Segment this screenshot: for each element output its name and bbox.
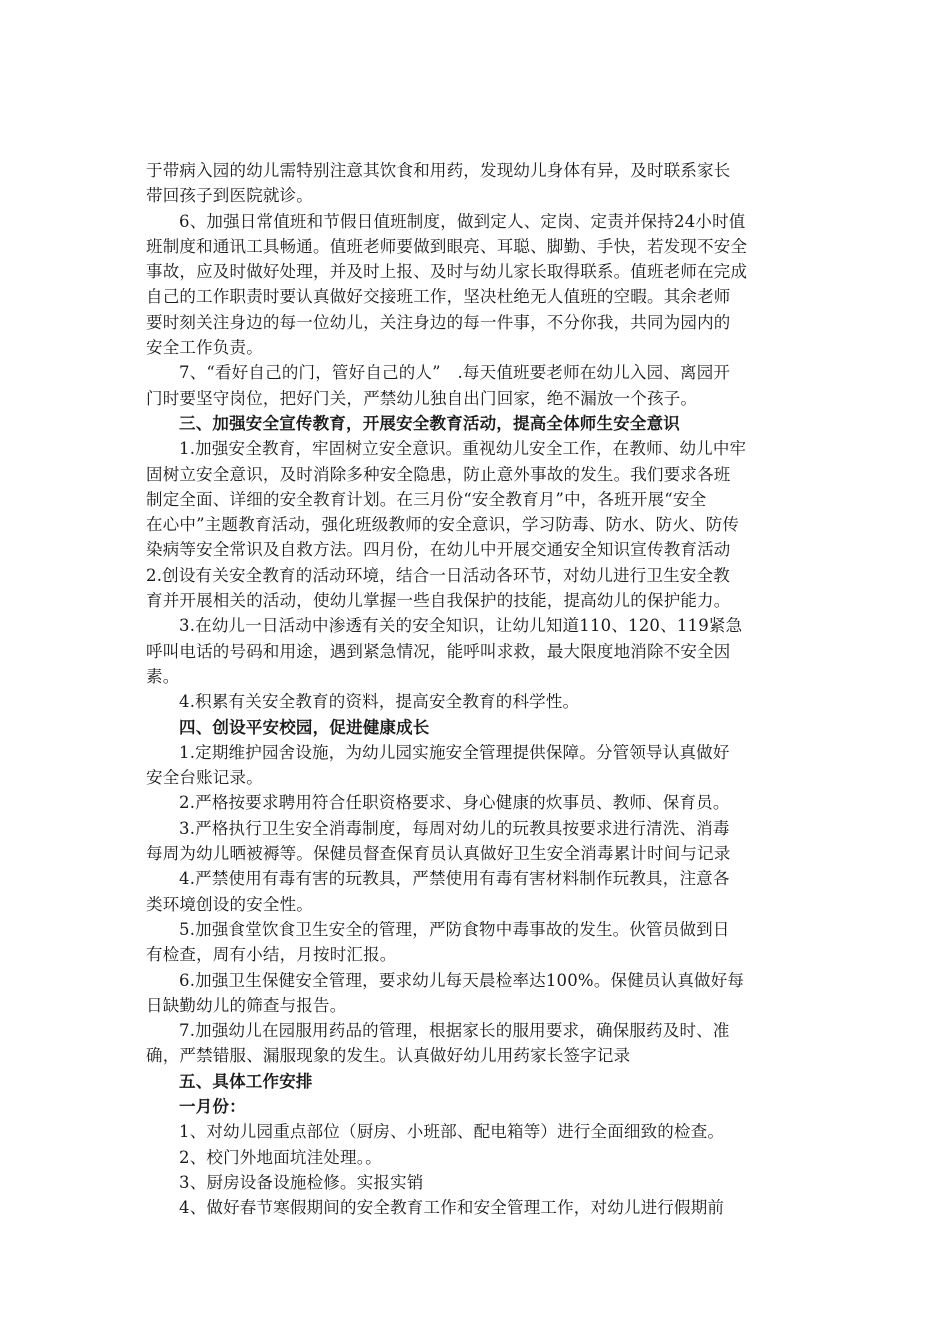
- text-line: 班制度和通讯工具畅通。值班老师要做到眼亮、耳聪、脚勤、手快，若发现不安全: [146, 236, 748, 256]
- text-line: 事故，应及时做好处理，并及时上报、及时与幼儿家长取得联系。值班老师在完成: [146, 262, 748, 282]
- text-line: 于带病入园的幼儿需特别注意其饮食和用药，发现幼儿身体有异，及时联系家长: [146, 161, 731, 180]
- section-heading: 五、具体工作安排: [179, 1071, 313, 1091]
- text-line: 1、对幼儿园重点部位（厨房、小班部、配电箱等）进行全面细致的检查。: [179, 1122, 725, 1142]
- text-line: 素。: [146, 666, 180, 686]
- text-line: 2.创设有关安全教育的活动环境，结合一日活动各环节，对幼儿进行卫生安全教: [146, 565, 730, 585]
- section-heading: 三、加强安全宣传教育，开展安全教育活动，提高全体师生安全意识: [179, 413, 680, 433]
- text-line: 每周为幼儿晒被褥等。保健员督查保育员认真做好卫生安全消毒累计时间与记录: [146, 844, 731, 864]
- text-line: 有检查，周有小结，月按时汇报。: [146, 945, 397, 965]
- text-line: 类环境创设的安全性。: [146, 894, 313, 914]
- text-line: 3、厨房设备设施检修。实报实销: [179, 1172, 424, 1192]
- text-line: 安全工作负责。: [146, 338, 263, 358]
- text-line: 自己的工作职责时要认真做好交接班工作，坚决杜绝无人值班的空暇。其余老师: [146, 287, 731, 307]
- text-line: 2.严格按要求聘用符合任职资格要求、身心健康的炊事员、教师、保育员。: [179, 793, 730, 813]
- text-line: 7、“看好自己的门，管好自己的人” .每天值班要老师在幼儿入园、离园开: [179, 363, 731, 383]
- text-line: 5.加强食堂饮食卫生安全的管理，严防食物中毒事故的发生。伙管员做到日: [179, 919, 730, 939]
- text-line: 1.定期维护园舍设施，为幼儿园实施安全管理提供保障。分管领导认真做好: [179, 742, 730, 762]
- text-line: 育并开展相关的活动，使幼儿掌握一些自我保护的技能，提高幼儿的保护能力。: [146, 591, 731, 611]
- text-line: 6、加强日常值班和节假日值班制度，做到定人、定岗、定责并保持24小时值: [179, 211, 746, 231]
- text-line: 4、做好春节寒假期间的安全教育工作和安全管理工作，对幼儿进行假期前: [179, 1198, 725, 1218]
- text-line: 要时刻关注身边的每一位幼儿，关注身边的每一件事，不分你我，共同为园内的: [146, 312, 731, 332]
- text-line: 1.加强安全教育，牢固树立安全意识。重视幼儿安全工作，在教师、幼儿中牢: [179, 439, 747, 459]
- section-heading: 一月份：: [179, 1096, 246, 1116]
- text-line: 确，严禁错服、漏服现象的发生。认真做好幼儿用药家长签字记录: [146, 1046, 631, 1066]
- document-page: [146, 158, 808, 1220]
- section-heading: 四、创设平安校园，促进健康成长: [179, 717, 430, 737]
- text-line: 带回孩子到医院就诊。: [146, 186, 313, 206]
- text-line: 固树立安全意识，及时消除多种安全隐患，防止意外事故的发生。我们要求各班: [146, 464, 731, 484]
- text-line: 门时要坚守岗位，把好门关，严禁幼儿独自出门回家，绝不漏放一个孩子。: [146, 388, 698, 408]
- text-line: 4.积累有关安全教育的资料，提高安全教育的科学性。: [179, 692, 580, 712]
- text-line: 日缺勤幼儿的筛查与报告。: [146, 995, 347, 1015]
- text-line: 3.严格执行卫生安全消毒制度，每周对幼儿的玩教具按要求进行清洗、消毒: [179, 818, 730, 838]
- text-line: 4.严禁使用有毒有害的玩教具，严禁使用有毒有害材料制作玩教具，注意各: [179, 869, 730, 889]
- text-line: 在心中”主题教育活动，强化班级教师的安全意识，学习防毒、防水、防火、防传: [146, 515, 740, 535]
- text-line: 染病等安全常识及自救方法。四月份，在幼儿中开展交通安全知识宣传教育活动: [146, 540, 731, 560]
- text-line: 呼叫电话的号码和用途，遇到紧急情况，能呼叫求救，最大限度地消除不安全因: [146, 641, 731, 661]
- text-line: 安全台账记录。: [146, 768, 263, 788]
- text-line: 2、校门外地面坑洼处理。。: [179, 1147, 382, 1167]
- text-line: 3.在幼儿一日活动中渗透有关的安全知识，让幼儿知道110、120、119紧急: [179, 616, 743, 636]
- text-line: 6.加强卫生保健安全管理，要求幼儿每天晨检率达100%。保健员认真做好每: [179, 970, 745, 990]
- text-line: 7.加强幼儿在园服用药品的管理，根据家长的服用要求，确保服药及时、准: [179, 1021, 730, 1041]
- text-line: 制定全面、详细的安全教育计划。在三月份“安全教育月”中，各班开展“安全: [146, 489, 707, 509]
